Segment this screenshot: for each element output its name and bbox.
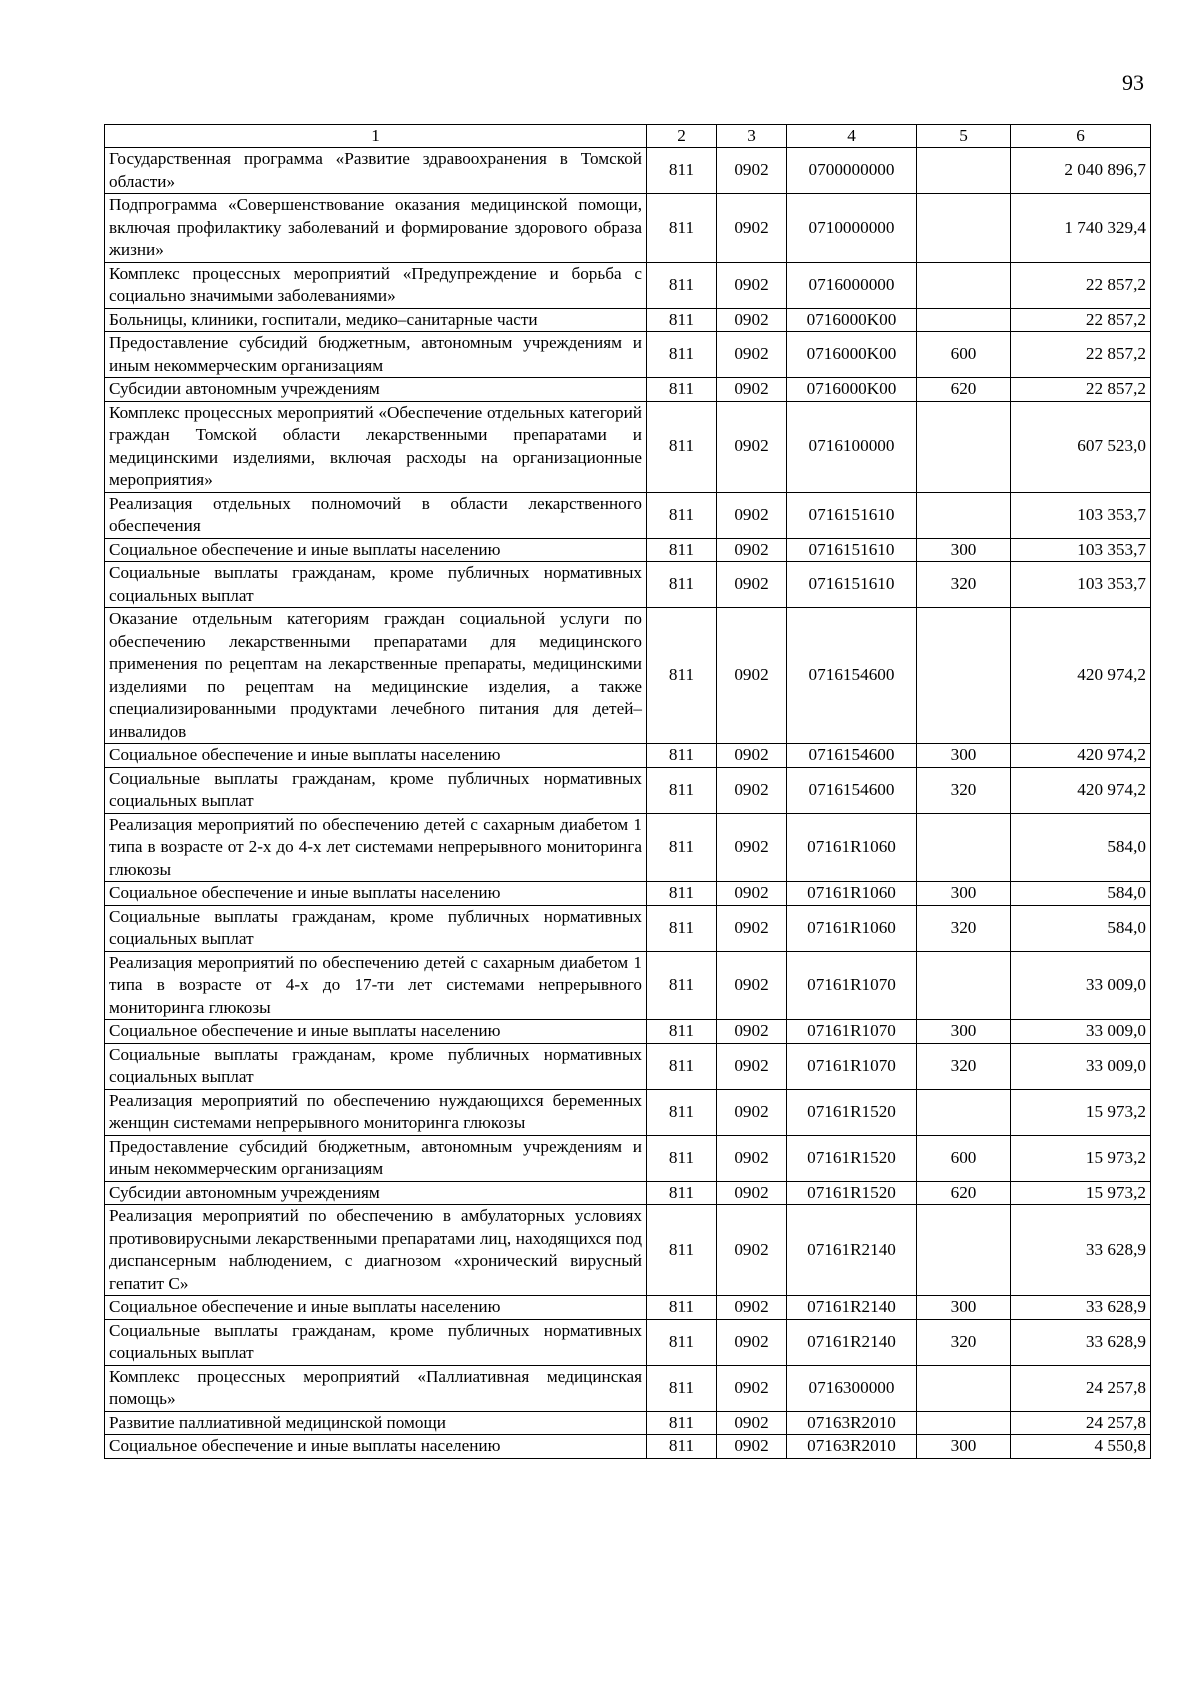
table-row bbox=[105, 148, 1151, 194]
table-row bbox=[105, 1043, 1151, 1089]
row-section-code: 0902 bbox=[717, 562, 787, 608]
row-section-code: 0902 bbox=[717, 1205, 787, 1296]
row-amount: 607 523,0 bbox=[1011, 401, 1151, 492]
table-row bbox=[105, 1296, 1151, 1320]
table-row bbox=[105, 1411, 1151, 1435]
row-expense-type bbox=[917, 608, 1011, 744]
row-expense-type: 300 bbox=[917, 538, 1011, 562]
row-target-code: 07163R2010 bbox=[787, 1435, 917, 1459]
row-section-code: 0902 bbox=[717, 1296, 787, 1320]
header-col-4: 4 bbox=[787, 125, 917, 148]
row-section-code: 0902 bbox=[717, 813, 787, 882]
row-admin-code: 811 bbox=[647, 194, 717, 263]
row-section-code: 0902 bbox=[717, 1135, 787, 1181]
row-section-code: 0902 bbox=[717, 262, 787, 308]
row-name: Развитие паллиативной медицинской помощи bbox=[105, 1411, 647, 1435]
header-col-5: 5 bbox=[917, 125, 1011, 148]
row-admin-code: 811 bbox=[647, 1043, 717, 1089]
table-row bbox=[105, 492, 1151, 538]
row-admin-code: 811 bbox=[647, 1205, 717, 1296]
row-admin-code: 811 bbox=[647, 562, 717, 608]
row-expense-type: 620 bbox=[917, 378, 1011, 402]
row-target-code: 0716151610 bbox=[787, 492, 917, 538]
row-name: Реализация мероприятий по обеспечению детей с сахарным диабетом 1 типа в возрасте от 2-х до 4-х лет системами непрерывного мониторинга глюкозы bbox=[105, 813, 647, 882]
row-expense-type bbox=[917, 1365, 1011, 1411]
table-row bbox=[105, 882, 1151, 906]
row-admin-code: 811 bbox=[647, 1135, 717, 1181]
row-section-code: 0902 bbox=[717, 951, 787, 1020]
row-expense-type: 300 bbox=[917, 1435, 1011, 1459]
row-section-code: 0902 bbox=[717, 1319, 787, 1365]
row-admin-code: 811 bbox=[647, 813, 717, 882]
row-target-code: 0716000K00 bbox=[787, 378, 917, 402]
budget-table bbox=[104, 124, 1151, 1459]
table-row bbox=[105, 1205, 1151, 1296]
table-row bbox=[105, 1365, 1151, 1411]
header-col-3: 3 bbox=[717, 125, 787, 148]
row-target-code: 07161R1520 bbox=[787, 1181, 917, 1205]
row-name: Социальные выплаты гражданам, кроме публичных нормативных социальных выплат bbox=[105, 1043, 647, 1089]
row-admin-code: 811 bbox=[647, 951, 717, 1020]
row-admin-code: 811 bbox=[647, 538, 717, 562]
row-name: Подпрограмма «Совершенствование оказания медицинской помощи, включая профилактику заболеваний и формирование здорового образа жизни» bbox=[105, 194, 647, 263]
table-row bbox=[105, 813, 1151, 882]
table-row bbox=[105, 332, 1151, 378]
row-amount: 15 973,2 bbox=[1011, 1089, 1151, 1135]
row-target-code: 0710000000 bbox=[787, 194, 917, 263]
row-admin-code: 811 bbox=[647, 332, 717, 378]
row-target-code: 0716151610 bbox=[787, 538, 917, 562]
row-amount: 15 973,2 bbox=[1011, 1181, 1151, 1205]
row-admin-code: 811 bbox=[647, 401, 717, 492]
row-name: Субсидии автономным учреждениям bbox=[105, 378, 647, 402]
row-amount: 24 257,8 bbox=[1011, 1365, 1151, 1411]
row-name: Реализация мероприятий по обеспечению в амбулаторных условиях противовирусными лекарственными препаратами лиц, находящихся под диспансерным наблюдением, с диагнозом «хронический вирусный гепатит С» bbox=[105, 1205, 647, 1296]
row-amount: 4 550,8 bbox=[1011, 1435, 1151, 1459]
row-admin-code: 811 bbox=[647, 1020, 717, 1044]
row-expense-type bbox=[917, 308, 1011, 332]
row-expense-type: 620 bbox=[917, 1181, 1011, 1205]
row-target-code: 0716300000 bbox=[787, 1365, 917, 1411]
row-name: Социальные выплаты гражданам, кроме публичных нормативных социальных выплат bbox=[105, 1319, 647, 1365]
row-name: Социальное обеспечение и иные выплаты населению bbox=[105, 1296, 647, 1320]
row-name: Социальное обеспечение и иные выплаты населению bbox=[105, 1435, 647, 1459]
row-name: Комплекс процессных мероприятий «Предупреждение и борьба с социально значимыми заболеваниями» bbox=[105, 262, 647, 308]
row-target-code: 0716000K00 bbox=[787, 308, 917, 332]
row-name: Социальное обеспечение и иные выплаты населению bbox=[105, 744, 647, 768]
row-amount: 33 628,9 bbox=[1011, 1319, 1151, 1365]
row-admin-code: 811 bbox=[647, 1365, 717, 1411]
table-row bbox=[105, 951, 1151, 1020]
row-target-code: 07163R2010 bbox=[787, 1411, 917, 1435]
row-name: Социальное обеспечение и иные выплаты населению bbox=[105, 882, 647, 906]
row-name: Социальное обеспечение и иные выплаты населению bbox=[105, 1020, 647, 1044]
header-col-2: 2 bbox=[647, 125, 717, 148]
row-target-code: 0700000000 bbox=[787, 148, 917, 194]
row-name: Реализация мероприятий по обеспечению детей с сахарным диабетом 1 типа в возрасте от 4-х до 17-ти лет системами непрерывного мониторинга глюкозы bbox=[105, 951, 647, 1020]
row-name: Социальные выплаты гражданам, кроме публичных нормативных социальных выплат bbox=[105, 562, 647, 608]
header-col-1: 1 bbox=[105, 125, 647, 148]
row-admin-code: 811 bbox=[647, 608, 717, 744]
row-admin-code: 811 bbox=[647, 1089, 717, 1135]
header-col-6: 6 bbox=[1011, 125, 1151, 148]
row-target-code: 07161R1520 bbox=[787, 1135, 917, 1181]
row-admin-code: 811 bbox=[647, 744, 717, 768]
table-row bbox=[105, 767, 1151, 813]
row-section-code: 0902 bbox=[717, 308, 787, 332]
row-amount: 22 857,2 bbox=[1011, 378, 1151, 402]
row-section-code: 0902 bbox=[717, 882, 787, 906]
row-section-code: 0902 bbox=[717, 1181, 787, 1205]
table-row bbox=[105, 744, 1151, 768]
row-section-code: 0902 bbox=[717, 332, 787, 378]
row-target-code: 07161R1060 bbox=[787, 905, 917, 951]
row-amount: 584,0 bbox=[1011, 813, 1151, 882]
row-admin-code: 811 bbox=[647, 262, 717, 308]
row-section-code: 0902 bbox=[717, 1435, 787, 1459]
row-section-code: 0902 bbox=[717, 1043, 787, 1089]
table-row bbox=[105, 1020, 1151, 1044]
row-section-code: 0902 bbox=[717, 148, 787, 194]
table-row bbox=[105, 1089, 1151, 1135]
row-target-code: 0716154600 bbox=[787, 767, 917, 813]
row-expense-type: 300 bbox=[917, 744, 1011, 768]
row-amount: 33 628,9 bbox=[1011, 1296, 1151, 1320]
row-expense-type bbox=[917, 813, 1011, 882]
row-section-code: 0902 bbox=[717, 401, 787, 492]
row-target-code: 0716154600 bbox=[787, 744, 917, 768]
row-amount: 420 974,2 bbox=[1011, 744, 1151, 768]
row-name: Социальные выплаты гражданам, кроме публичных нормативных социальных выплат bbox=[105, 905, 647, 951]
row-amount: 33 009,0 bbox=[1011, 1020, 1151, 1044]
row-section-code: 0902 bbox=[717, 1089, 787, 1135]
row-expense-type: 320 bbox=[917, 905, 1011, 951]
row-amount: 103 353,7 bbox=[1011, 538, 1151, 562]
row-amount: 1 740 329,4 bbox=[1011, 194, 1151, 263]
row-expense-type: 320 bbox=[917, 767, 1011, 813]
row-amount: 15 973,2 bbox=[1011, 1135, 1151, 1181]
row-section-code: 0902 bbox=[717, 538, 787, 562]
table-row bbox=[105, 194, 1151, 263]
row-expense-type: 320 bbox=[917, 562, 1011, 608]
row-name: Предоставление субсидий бюджетным, автономным учреждениям и иным некоммерческим организациям bbox=[105, 1135, 647, 1181]
row-name: Больницы, клиники, госпитали, медико–санитарные части bbox=[105, 308, 647, 332]
row-amount: 22 857,2 bbox=[1011, 308, 1151, 332]
row-amount: 24 257,8 bbox=[1011, 1411, 1151, 1435]
table-row bbox=[105, 905, 1151, 951]
row-target-code: 07161R2140 bbox=[787, 1319, 917, 1365]
row-target-code: 0716100000 bbox=[787, 401, 917, 492]
row-expense-type bbox=[917, 194, 1011, 263]
row-name: Субсидии автономным учреждениям bbox=[105, 1181, 647, 1205]
row-target-code: 07161R1070 bbox=[787, 951, 917, 1020]
row-target-code: 0716000000 bbox=[787, 262, 917, 308]
row-expense-type bbox=[917, 148, 1011, 194]
table-row bbox=[105, 1181, 1151, 1205]
row-name: Социальные выплаты гражданам, кроме публичных нормативных социальных выплат bbox=[105, 767, 647, 813]
table-row bbox=[105, 562, 1151, 608]
row-expense-type: 600 bbox=[917, 1135, 1011, 1181]
row-name: Социальное обеспечение и иные выплаты населению bbox=[105, 538, 647, 562]
row-expense-type: 600 bbox=[917, 332, 1011, 378]
row-admin-code: 811 bbox=[647, 148, 717, 194]
row-target-code: 0716154600 bbox=[787, 608, 917, 744]
row-section-code: 0902 bbox=[717, 608, 787, 744]
row-amount: 420 974,2 bbox=[1011, 608, 1151, 744]
row-section-code: 0902 bbox=[717, 767, 787, 813]
row-amount: 33 628,9 bbox=[1011, 1205, 1151, 1296]
row-expense-type: 300 bbox=[917, 1296, 1011, 1320]
row-expense-type bbox=[917, 951, 1011, 1020]
table-row bbox=[105, 308, 1151, 332]
table-row bbox=[105, 401, 1151, 492]
table-row bbox=[105, 262, 1151, 308]
row-admin-code: 811 bbox=[647, 1181, 717, 1205]
row-name: Государственная программа «Развитие здравоохранения в Томской области» bbox=[105, 148, 647, 194]
row-section-code: 0902 bbox=[717, 1020, 787, 1044]
row-target-code: 0716151610 bbox=[787, 562, 917, 608]
row-target-code: 07161R1070 bbox=[787, 1020, 917, 1044]
row-admin-code: 811 bbox=[647, 378, 717, 402]
row-expense-type bbox=[917, 1089, 1011, 1135]
row-name: Предоставление субсидий бюджетным, автономным учреждениям и иным некоммерческим организациям bbox=[105, 332, 647, 378]
table-row bbox=[105, 1135, 1151, 1181]
row-expense-type bbox=[917, 1205, 1011, 1296]
row-amount: 103 353,7 bbox=[1011, 562, 1151, 608]
row-name: Оказание отдельным категориям граждан социальной услуги по обеспечению лекарственными препаратами для медицинского применения по рецептам на лекарственные препараты, медицинскими изделиями по рецептам на медицинские изделия, а также специализированными продуктами лечебного питания для детей–инвалидов bbox=[105, 608, 647, 744]
row-expense-type: 300 bbox=[917, 1020, 1011, 1044]
table-body bbox=[105, 148, 1151, 1459]
table-row bbox=[105, 1435, 1151, 1459]
row-target-code: 07161R2140 bbox=[787, 1296, 917, 1320]
row-admin-code: 811 bbox=[647, 1296, 717, 1320]
row-section-code: 0902 bbox=[717, 744, 787, 768]
row-admin-code: 811 bbox=[647, 905, 717, 951]
table-row bbox=[105, 1319, 1151, 1365]
row-target-code: 07161R1060 bbox=[787, 813, 917, 882]
row-name: Комплекс процессных мероприятий «Паллиативная медицинская помощь» bbox=[105, 1365, 647, 1411]
row-section-code: 0902 bbox=[717, 1365, 787, 1411]
row-name: Комплекс процессных мероприятий «Обеспечение отдельных категорий граждан Томской области лекарственными препаратами и медицинскими изделиями, включая расходы на организационные мероприятия» bbox=[105, 401, 647, 492]
row-expense-type: 320 bbox=[917, 1319, 1011, 1365]
row-expense-type bbox=[917, 401, 1011, 492]
row-admin-code: 811 bbox=[647, 492, 717, 538]
row-target-code: 0716000K00 bbox=[787, 332, 917, 378]
row-name: Реализация отдельных полномочий в области лекарственного обеспечения bbox=[105, 492, 647, 538]
row-admin-code: 811 bbox=[647, 1435, 717, 1459]
row-expense-type bbox=[917, 1411, 1011, 1435]
row-amount: 103 353,7 bbox=[1011, 492, 1151, 538]
page-number: 93 bbox=[1122, 70, 1144, 95]
row-amount: 584,0 bbox=[1011, 905, 1151, 951]
row-expense-type bbox=[917, 262, 1011, 308]
row-section-code: 0902 bbox=[717, 492, 787, 538]
row-name: Реализация мероприятий по обеспечению нуждающихся беременных женщин системами непрерывного мониторинга глюкозы bbox=[105, 1089, 647, 1135]
row-expense-type: 320 bbox=[917, 1043, 1011, 1089]
row-amount: 22 857,2 bbox=[1011, 332, 1151, 378]
row-target-code: 07161R1070 bbox=[787, 1043, 917, 1089]
row-admin-code: 811 bbox=[647, 882, 717, 906]
row-section-code: 0902 bbox=[717, 905, 787, 951]
table-row bbox=[105, 538, 1151, 562]
row-section-code: 0902 bbox=[717, 194, 787, 263]
row-amount: 2 040 896,7 bbox=[1011, 148, 1151, 194]
row-amount: 22 857,2 bbox=[1011, 262, 1151, 308]
row-section-code: 0902 bbox=[717, 378, 787, 402]
row-admin-code: 811 bbox=[647, 1319, 717, 1365]
row-target-code: 07161R1520 bbox=[787, 1089, 917, 1135]
table-header-row bbox=[105, 125, 1151, 148]
table-row bbox=[105, 378, 1151, 402]
row-admin-code: 811 bbox=[647, 1411, 717, 1435]
row-amount: 584,0 bbox=[1011, 882, 1151, 906]
row-target-code: 07161R1060 bbox=[787, 882, 917, 906]
row-section-code: 0902 bbox=[717, 1411, 787, 1435]
row-admin-code: 811 bbox=[647, 308, 717, 332]
row-amount: 33 009,0 bbox=[1011, 951, 1151, 1020]
table-row bbox=[105, 608, 1151, 744]
row-admin-code: 811 bbox=[647, 767, 717, 813]
row-expense-type bbox=[917, 492, 1011, 538]
row-target-code: 07161R2140 bbox=[787, 1205, 917, 1296]
row-amount: 420 974,2 bbox=[1011, 767, 1151, 813]
row-amount: 33 009,0 bbox=[1011, 1043, 1151, 1089]
row-expense-type: 300 bbox=[917, 882, 1011, 906]
